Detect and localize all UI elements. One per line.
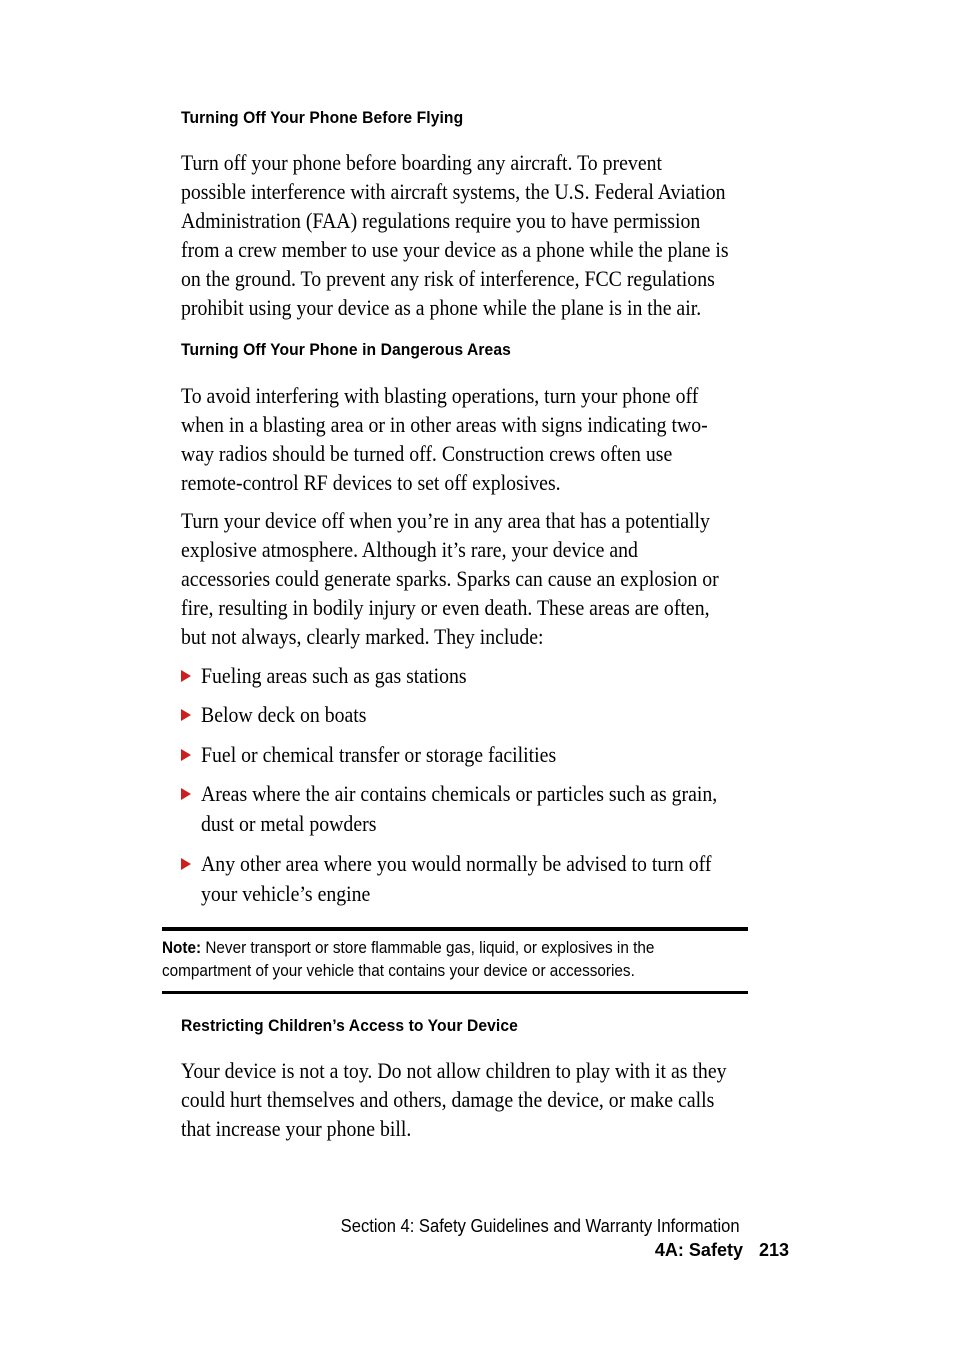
footer-chapter: 4A: Safety — [654, 1240, 743, 1260]
list-item-text: Fueling areas such as gas stations — [201, 663, 467, 688]
footer-page-info — [655, 1240, 789, 1261]
paragraph-explosive-atmosphere: Turn your device off when you’re in any area that has a potentially explosive atmosphere. Although it’s rare, your device and accessories could generate sparks. Sparks can cause an explosion or fire, resulting in bodily injury or even death. These areas are often, but not always, clearly marked. They include: — [181, 508, 719, 649]
heading-children-access: Restricting Children’s Access to Your Device — [181, 1016, 518, 1035]
heading-dangerous-areas: Turning Off Your Phone in Dangerous Areas — [181, 340, 511, 359]
page-number: 213 — [758, 1240, 789, 1260]
note-box — [162, 936, 747, 982]
bullet-arrow-icon — [181, 749, 191, 761]
heading-flying: Turning Off Your Phone Before Flying — [181, 108, 464, 127]
note-bottom-rule — [162, 991, 748, 994]
note-text: Never transport or store flammable gas, liquid, or explosives in the compartment of your vehicle that contains your device or accessories. — [162, 938, 655, 980]
list-item-text: Fuel or chemical transfer or storage facilities — [201, 742, 557, 767]
list-item-text: Below deck on boats — [201, 702, 367, 727]
note-label: Note: — [162, 938, 202, 957]
bullet-arrow-icon — [181, 670, 191, 682]
paragraph-flying: Turn off your phone before boarding any aircraft. To prevent possible interference with aircraft systems, the U.S. Federal Aviation Administration (FAA) regulations require you to have permission from a crew member to use your device as a phone while the plane is on the ground. To prevent any risk of interference, FCC regulations prohibit using your device as a phone while the plane is in the air. — [181, 150, 729, 320]
list-item-text: Areas where the air contains chemicals or particles such as grain, dust or metal powders — [201, 781, 718, 836]
bullet-arrow-icon — [181, 858, 191, 870]
footer-section-title: Section 4: Safety Guidelines and Warranty Information — [341, 1216, 740, 1236]
paragraph-blasting: To avoid interfering with blasting operations, turn your phone off when in a blasting area or in other areas with signs indicating two-way radios should be turned off. Construction crews often use remote-control RF devices to set off explosives. — [181, 383, 708, 495]
note-top-rule — [162, 927, 748, 931]
paragraph-children: Your device is not a toy. Do not allow children to play with it as they could hurt themselves and others, damage the device, or make calls that increase your phone bill. — [181, 1058, 727, 1141]
bullet-arrow-icon — [181, 788, 191, 800]
list-item-text: Any other area where you would normally be advised to turn off your vehicle’s engine — [201, 851, 712, 906]
bullet-arrow-icon — [181, 709, 191, 721]
